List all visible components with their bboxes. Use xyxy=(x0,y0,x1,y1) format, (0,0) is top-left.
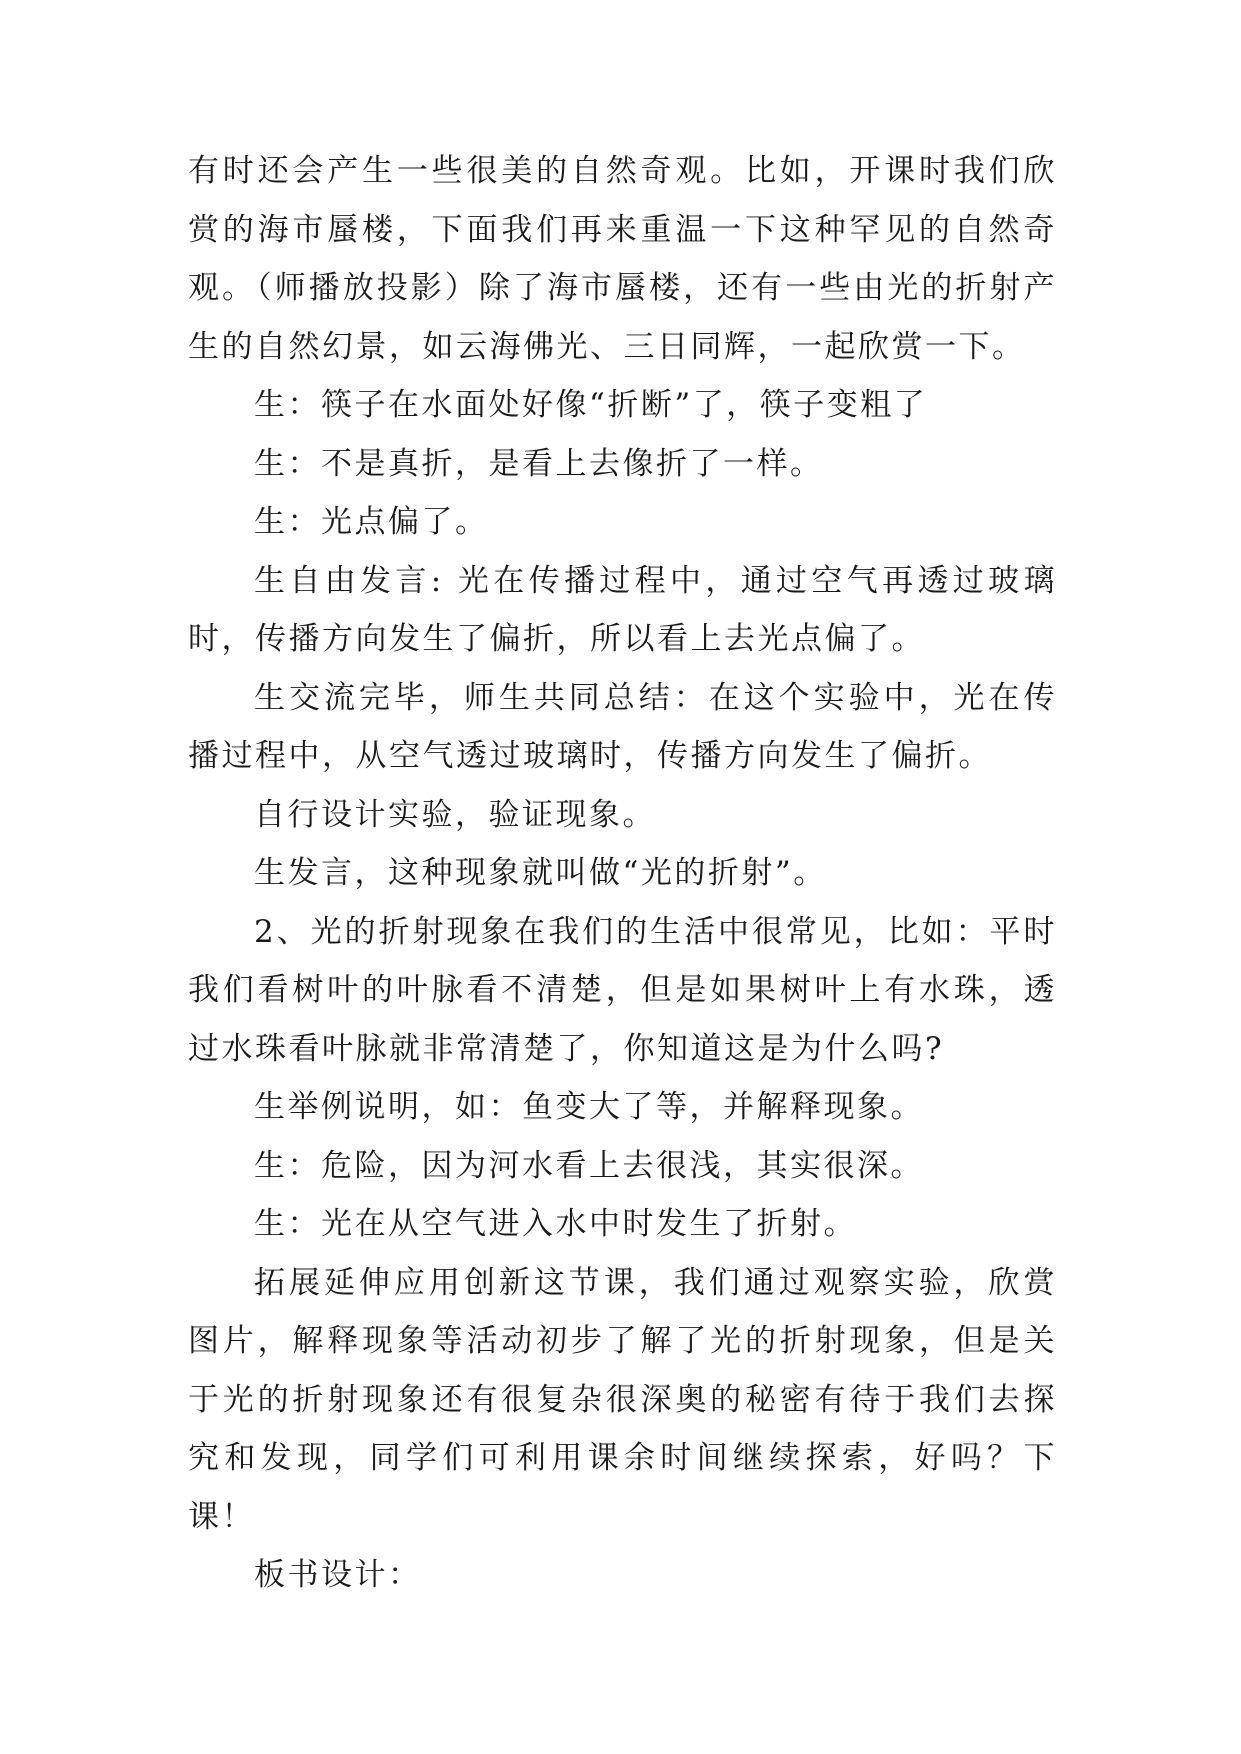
paragraph-11: 生：危险，因为河水看上去很浅，其实很深。 xyxy=(254,1147,924,1184)
paragraph-9: 2、光的折射现象在我们的生活中很常见，比如：平时我们看树叶的叶脉看不清楚，但是如果树叶上有水珠，透过水珠看叶脉就非常清楚了，你知道这是为什么吗? xyxy=(188,913,1057,1067)
paragraph-13: 拓展延伸应用创新这节课，我们通过观察实验，欣赏图片，解释现象等活动初步了解了光的折射现象，但是关于光的折射现象还有很复杂很深奥的秘密有待于我们去探究和发现，同学们可利用课余时间继续探索，好吗？下课！ xyxy=(188,1264,1057,1535)
paragraph-1: 有时还会产生一些很美的自然奇观。比如，开课时我们欣赏的海市蜃楼，下面我们再来重温一下这种罕见的自然奇观。（师播放投影）除了海市蜃楼，还有一些由光的折射产生的自然幻景，如云海佛光、三日同辉，一起欣赏一下。 xyxy=(188,153,1057,365)
paragraph-12: 生：光在从空气进入水中时发生了折射。 xyxy=(254,1206,857,1242)
paragraph-8: 生发言，这种现象就叫做“光的折射”。 xyxy=(254,855,827,891)
paragraph-7: 自行设计实验，验证现象。 xyxy=(254,796,656,833)
paragraph-5: 生自由发言: 光在传播过程中，通过空气再透过玻璃时，传播方向发生了偏折，所以看上去光点偏了。 xyxy=(188,562,1057,657)
paragraph-6: 生交流完毕，师生共同总结：在这个实验中，光在传播过程中，从空气透过玻璃时，传播方向发生了偏折。 xyxy=(188,679,1057,774)
paragraph-4: 生：光点偏了。 xyxy=(254,504,489,540)
paragraph-3: 生：不是真折，是看上去像折了一样。 xyxy=(254,445,824,482)
paragraph-10: 生举例说明，如：鱼变大了等，并解释现象。 xyxy=(254,1089,924,1125)
paragraph-14: 板书设计： xyxy=(254,1557,422,1593)
paragraph-2: 生：筷子在水面处好像“折断”了，筷子变粗了 xyxy=(254,387,928,423)
